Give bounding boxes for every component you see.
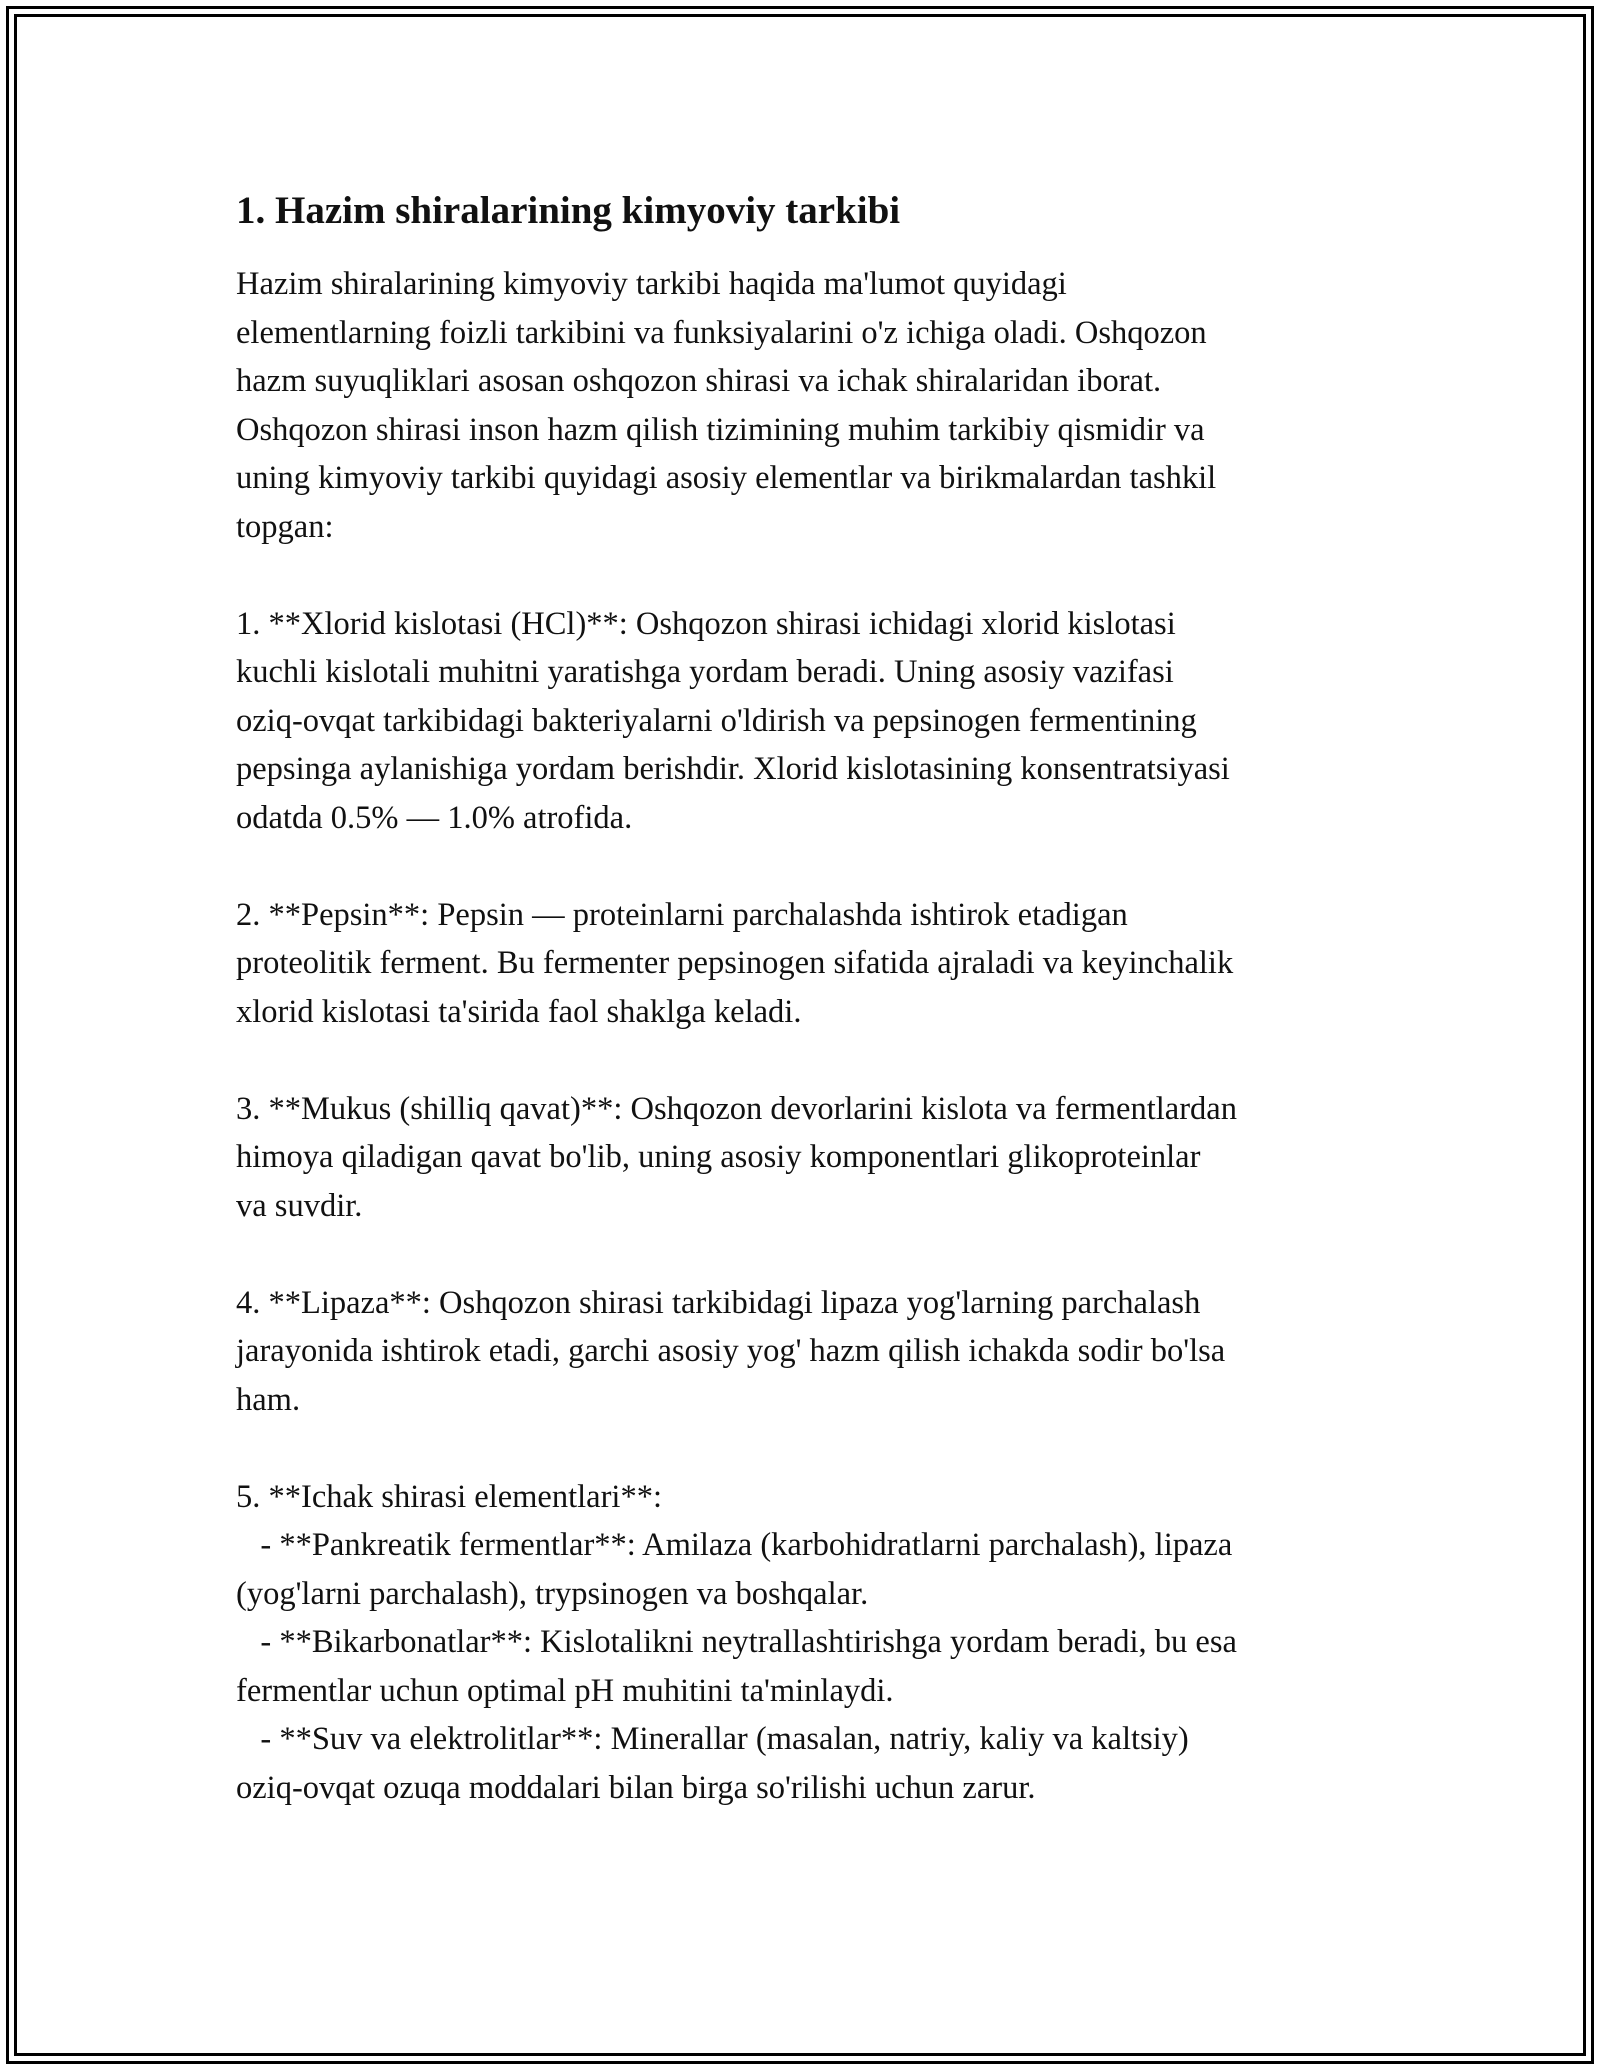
section-heading: 1. Hazim shiralarining kimyoviy tarkibi <box>236 189 901 232</box>
paragraph-gap <box>236 551 1376 600</box>
list-item-pepsin: 2. **Pepsin**: Pepsin — proteinlarni parchalashda ishtirok etadigan proteolitik ferment. Bu fermenter pepsinogen sifatida ajraladi va keyinchalik xlorid kislotasi ta'sirida faol shaklga keladi. <box>236 896 1234 1030</box>
list-item-hcl: 1. **Xlorid kislotasi (HCl)**: Oshqozon shirasi ichidagi xlorid kislotasi kuchli kislotali muhitni yaratishga yordam beradi. Uning asosiy vazifasi oziq-ovqat tarkibidagi bakteriyalarni o'ldirish va pepsinogen fermentining pepsinga aylanishiga yordam berishdir. Xlorid kislotasining konsentratsiyasi odatda 0.5% — 1.0% atrofida. <box>236 605 1230 836</box>
document-body <box>236 186 1376 1812</box>
paragraph-gap <box>236 842 1376 891</box>
paragraph-gap <box>236 1424 1376 1473</box>
list-item-ichak-shirasi: 5. **Ichak shirasi elementlari**: - **Pankreatik fermentlar**: Amilaza (karbohidratlarni parchalash), lipaza (yog'larni parchalash), trypsinogen va boshqalar. - **Bikarbonatlar**: Kislotalikni neytrallashtirishga yordam beradi, bu esa fermentlar uchun optimal pH muhitini ta'minlaydi. - **Suv va elektrolitlar**: Minerallar (masalan, natriy, kaliy va kaltsiy) oziq-ovqat ozuqa moddalari bilan birga so'rilishi uchun zarur. <box>236 1478 1237 1806</box>
paragraph-gap <box>236 1036 1376 1085</box>
intro-paragraph: Hazim shiralarining kimyoviy tarkibi haqida ma'lumot quyidagi elementlarning foizli tarkibini va funksiyalarini o'z ichiga oladi. Oshqozon hazm suyuqliklari asosan oshqozon shirasi va ichak shiralaridan iborat. Oshqozon shirasi inson hazm qilish tizimining muhim tarkibiy qismidir va uning kimyoviy tarkibi quyidagi asosiy elementlar va birikmalardan tashkil topgan: <box>236 266 1217 545</box>
list-item-mukus: 3. **Mukus (shilliq qavat)**: Oshqozon devorlarini kislota va fermentlardan himoya qiladigan qavat bo'lib, uning asosiy komponentlari glikoproteinlar va suvdir. <box>236 1090 1237 1224</box>
list-item-lipaza: 4. **Lipaza**: Oshqozon shirasi tarkibidagi lipaza yog'larning parchalash jarayonida ishtirok etadi, garchi asosiy yog' hazm qilish ichakda sodir bo'lsa ham. <box>236 1284 1226 1418</box>
paragraph-gap <box>236 1230 1376 1279</box>
